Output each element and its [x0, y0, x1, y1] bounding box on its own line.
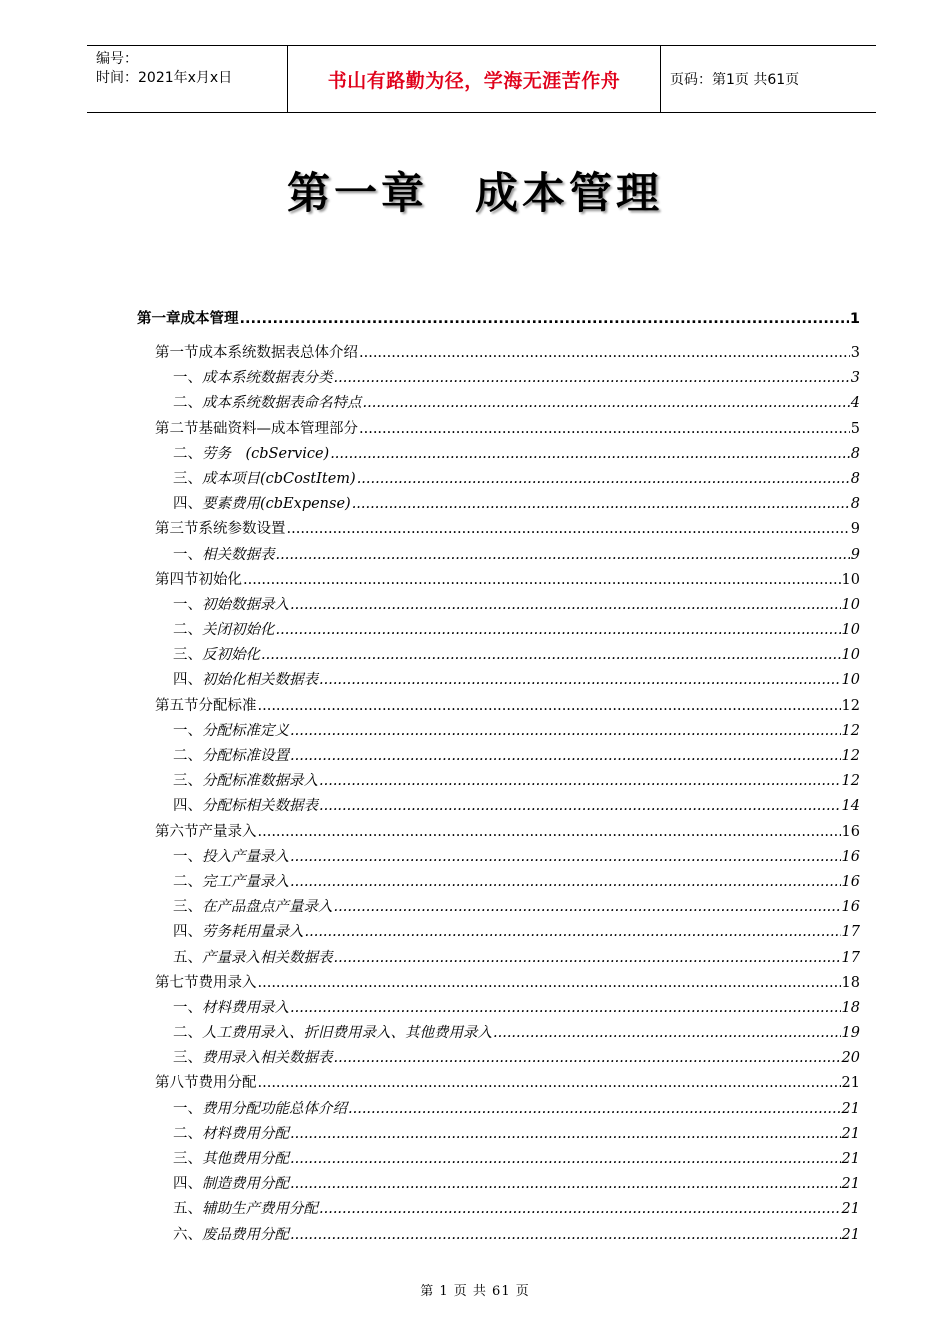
- toc-entry-page: 21: [841, 1151, 860, 1167]
- toc-entry-number: 四、: [173, 1176, 202, 1193]
- toc-entry-number: 五、: [173, 1201, 202, 1218]
- toc-entry[interactable]: [137, 694, 860, 719]
- toc-entry-number: 一、: [173, 999, 202, 1016]
- toc-entry-number: 三、: [173, 470, 202, 487]
- toc-entry-number: 二、: [173, 748, 202, 764]
- toc-entry-page: 5: [850, 420, 860, 437]
- toc-entry-label: 材料费用分配: [202, 1125, 289, 1142]
- toc-entry-page: 17: [841, 949, 860, 966]
- toc-entry[interactable]: [137, 1172, 860, 1197]
- toc-entry[interactable]: [137, 996, 860, 1021]
- toc-entry-label: 相关数据表: [202, 546, 275, 563]
- toc-entry-label: 费用分配: [198, 1075, 257, 1092]
- toc-entry-number: 二、: [173, 1025, 202, 1042]
- header-motto: 书山有路勤为径，学海无涯苦作舟: [288, 46, 661, 112]
- toc-entry-number: 第三节: [155, 521, 199, 538]
- toc-entry-page: 12: [841, 748, 860, 764]
- toc-leader-dots: [243, 568, 841, 593]
- toc-entry[interactable]: [137, 517, 860, 542]
- toc-entry-page: 21: [841, 1176, 860, 1193]
- toc-entry-label: 系统参数设置: [198, 521, 286, 538]
- toc-entry-number: 六、: [173, 1226, 202, 1243]
- toc-entry[interactable]: [137, 1197, 860, 1222]
- toc-leader-dots: [258, 820, 841, 845]
- toc-leader-dots: [319, 769, 841, 794]
- toc-leader-dots: [493, 1021, 841, 1046]
- toc-entry-number: 一、: [173, 722, 202, 739]
- toc-leader-dots: [258, 1071, 841, 1096]
- toc-entry-label: 完工产量录入: [202, 873, 289, 890]
- toc-entry-page: 16: [841, 823, 860, 840]
- toc-entry-label: 产量录入: [198, 823, 257, 840]
- toc-entry-number: 第七节: [155, 974, 199, 991]
- toc-leader-dots: [258, 971, 841, 996]
- toc-entry[interactable]: [137, 845, 860, 870]
- toc-leader-dots: [357, 467, 850, 492]
- toc-entry[interactable]: [137, 744, 860, 769]
- toc-leader-dots: [290, 593, 841, 618]
- toc-entry[interactable]: [137, 1147, 860, 1172]
- toc-leader-dots: [352, 492, 850, 517]
- toc-leader-dots: [276, 543, 850, 568]
- toc-entry-label: 初始化相关数据表: [202, 672, 318, 689]
- toc-entry-label: 产量录入相关数据表: [202, 949, 333, 966]
- toc-entry-label: 分配标相关数据表: [202, 798, 318, 815]
- toc-entry-page: 3: [850, 370, 860, 387]
- toc-entry-page: 16: [841, 848, 860, 865]
- chapter-title: 第一章 成本管理: [287, 169, 663, 219]
- toc-entry-number: 第一节: [155, 345, 199, 361]
- toc-entry-label: 分配标准: [198, 697, 257, 714]
- toc-entry-label: 成本系统数据表总体介绍: [198, 345, 358, 361]
- toc-leader-dots: [334, 946, 841, 971]
- toc-leader-dots: [290, 870, 841, 895]
- toc-entry-number: 四、: [173, 798, 202, 815]
- toc-entry-page: 10: [841, 571, 860, 588]
- toc-entry-page: 14: [841, 798, 860, 815]
- toc-entry-page: 9: [850, 521, 860, 538]
- header-meta-cell: [87, 46, 288, 112]
- toc-leader-dots: [319, 668, 841, 693]
- toc-entry-number: 二、: [173, 395, 202, 412]
- toc-entry-label: 成本项目(cbCostItem): [202, 470, 356, 487]
- toc-entry-number: 一、: [173, 1100, 202, 1117]
- toc-entry-label: 费用录入: [198, 974, 257, 991]
- toc-entry[interactable]: [137, 820, 860, 845]
- toc-entry[interactable]: [137, 366, 860, 391]
- toc-leader-dots: [359, 341, 850, 366]
- toc-leader-dots: [330, 442, 850, 467]
- toc-entry-page: 17: [841, 924, 860, 941]
- toc-leader-dots: [290, 1147, 841, 1172]
- toc-entry-number: 第四节: [155, 571, 199, 588]
- toc-entry[interactable]: [137, 719, 860, 744]
- toc-entry-number: 一、: [173, 370, 202, 387]
- toc-entry-page: 10: [841, 596, 860, 613]
- toc-entry-number: 三、: [173, 773, 202, 790]
- toc-entry-page: 18: [841, 999, 860, 1016]
- toc-entry[interactable]: [137, 417, 860, 442]
- toc-entry-label: 成本管理: [180, 311, 239, 327]
- toc-leader-dots: [359, 417, 850, 442]
- page-header: [87, 45, 876, 113]
- toc-leader-dots: [290, 744, 841, 769]
- toc-entry[interactable]: [137, 1071, 860, 1096]
- toc-entry[interactable]: [137, 307, 860, 334]
- toc-entry-page: 1: [849, 311, 860, 327]
- page-footer: 第 1 页 共 61 页: [420, 1284, 530, 1299]
- toc-entry-page: 12: [841, 722, 860, 739]
- toc-entry-label: 费用录入相关数据表: [202, 1050, 333, 1067]
- toc-leader-dots: [258, 694, 841, 719]
- toc-entry-label: 分配标准数据录入: [202, 773, 318, 790]
- toc-leader-dots: [290, 1122, 841, 1147]
- toc-leader-dots: [276, 618, 841, 643]
- toc-entry-label: 费用分配功能总体介绍: [202, 1100, 347, 1117]
- toc-leader-dots: [290, 996, 841, 1021]
- toc-entry-page: 18: [841, 974, 860, 991]
- toc-entry-number: 四、: [173, 924, 202, 941]
- toc-entry[interactable]: [137, 668, 860, 693]
- toc-entry-number: 第六节: [155, 823, 199, 840]
- toc-entry-page: 3: [850, 345, 860, 361]
- toc-entry-number: 第一章: [137, 311, 181, 327]
- toc-entry[interactable]: [137, 794, 860, 819]
- toc-entry[interactable]: [137, 1097, 860, 1122]
- toc-leader-dots: [290, 1223, 841, 1248]
- toc-entry-page: 4: [850, 395, 860, 412]
- toc-entry-label: 反初始化: [202, 647, 260, 664]
- toc-entry-label: 要素费用(cbExpense): [202, 496, 351, 513]
- toc-entry-label: 其他费用分配: [202, 1151, 289, 1167]
- toc-entry-number: 二、: [173, 1125, 202, 1142]
- toc-entry[interactable]: [137, 467, 860, 492]
- toc-entry-page: 21: [841, 1075, 860, 1092]
- toc-entry-number: 二、: [173, 622, 202, 639]
- toc-entry-number: 三、: [173, 647, 202, 664]
- document-number-label: 编号：: [96, 51, 138, 67]
- toc-entry-page: 19: [841, 1025, 860, 1042]
- toc-entry-page: 10: [841, 622, 860, 639]
- toc-entry-label: 分配标准定义: [202, 722, 289, 739]
- toc-entry-label: 成本系统数据表分类: [202, 370, 333, 387]
- toc-entry-number: 第八节: [155, 1075, 199, 1092]
- toc-entry[interactable]: [137, 391, 860, 416]
- toc-entry-page: 20: [841, 1050, 860, 1067]
- toc-leader-dots: [290, 719, 841, 744]
- toc-leader-dots: [290, 845, 841, 870]
- toc-leader-dots: [287, 517, 850, 542]
- toc-entry[interactable]: [137, 1122, 860, 1147]
- toc-leader-dots: [319, 794, 841, 819]
- toc-entry-page: 12: [841, 697, 860, 714]
- toc-entry-label: 投入产量录入: [202, 848, 289, 865]
- toc-entry[interactable]: [137, 971, 860, 996]
- toc-leader-dots: [334, 1046, 841, 1071]
- toc-entry-number: 三、: [173, 1050, 202, 1067]
- toc-entry-label: 初始化: [198, 571, 242, 588]
- toc-entry-label: 劳务耗用量录入: [202, 924, 304, 941]
- toc-leader-dots: [334, 895, 841, 920]
- toc-entry-label: 成本系统数据表命名特点: [202, 395, 362, 412]
- toc-entry-number: 一、: [173, 546, 202, 563]
- toc-leader-dots: [261, 643, 841, 668]
- toc-entry-number: 一、: [173, 596, 202, 613]
- toc-leader-dots: [348, 1097, 841, 1122]
- toc-entry-number: 四、: [173, 672, 202, 689]
- document-time-label: 时间：2021年x月x日: [96, 70, 233, 86]
- toc-entry[interactable]: [137, 769, 860, 794]
- toc-entry-number: 第二节: [155, 420, 199, 437]
- toc-entry[interactable]: [137, 920, 860, 945]
- toc-entry-number: 五、: [173, 949, 202, 966]
- toc-entry-page: 10: [841, 647, 860, 664]
- toc-entry-page: 21: [841, 1226, 860, 1243]
- toc-entry-label: 劳务 (cbService): [202, 445, 330, 462]
- toc-entry-number: 二、: [173, 445, 202, 462]
- header-page-info: 页码：第1页 共61页: [670, 72, 800, 88]
- toc-entry-label: 材料费用录入: [202, 999, 289, 1016]
- toc-entry-number: 二、: [173, 873, 202, 890]
- toc-leader-dots: [240, 307, 849, 332]
- toc-entry[interactable]: [137, 1021, 860, 1046]
- toc-leader-dots: [305, 920, 841, 945]
- toc-entry-label: 关闭初始化: [202, 622, 275, 639]
- toc-entry[interactable]: [137, 341, 860, 366]
- toc-entry-label: 基础资料—成本管理部分: [198, 420, 358, 437]
- toc-entry-page: 8: [850, 445, 860, 462]
- toc-leader-dots: [334, 366, 850, 391]
- toc-entry-page: 12: [841, 773, 860, 790]
- toc-entry-label: 在产品盘点产量录入: [202, 899, 333, 916]
- toc-entry[interactable]: [137, 618, 860, 643]
- toc-entry-label: 初始数据录入: [202, 596, 289, 613]
- toc-entry-label: 人工费用录入、折旧费用录入、其他费用录入: [202, 1025, 492, 1042]
- toc-entry-label: 制造费用分配: [202, 1176, 289, 1193]
- toc-entry-number: 三、: [173, 899, 202, 916]
- toc-entry[interactable]: [137, 1046, 860, 1071]
- toc-entry-page: 16: [841, 899, 860, 916]
- toc-entry-number: 三、: [173, 1151, 202, 1167]
- toc-entry[interactable]: [137, 593, 860, 618]
- toc-entry-label: 废品费用分配: [202, 1226, 289, 1243]
- toc-entry[interactable]: [137, 442, 860, 467]
- toc-entry-label: 辅助生产费用分配: [202, 1201, 318, 1218]
- toc-entry-page: 8: [850, 470, 860, 487]
- toc-entry-number: 一、: [173, 848, 202, 865]
- toc-entry[interactable]: [137, 643, 860, 668]
- table-of-contents: [137, 307, 860, 1248]
- toc-entry-page: 21: [841, 1100, 860, 1117]
- toc-entry[interactable]: [137, 543, 860, 568]
- toc-entry-number: 四、: [173, 496, 202, 513]
- toc-entry-page: 8: [850, 496, 860, 513]
- toc-entry-label: 分配标准设置: [202, 748, 289, 764]
- toc-entry[interactable]: [137, 946, 860, 971]
- toc-leader-dots: [363, 391, 850, 416]
- toc-entry-page: 9: [850, 546, 860, 563]
- toc-entry-page: 10: [841, 672, 860, 689]
- toc-entry-number: 第五节: [155, 697, 199, 714]
- toc-entry[interactable]: [137, 492, 860, 517]
- toc-entry-page: 21: [841, 1125, 860, 1142]
- toc-leader-dots: [290, 1172, 841, 1197]
- toc-entry[interactable]: [137, 1223, 860, 1248]
- toc-entry[interactable]: [137, 870, 860, 895]
- toc-leader-dots: [319, 1197, 841, 1222]
- toc-entry-page: 21: [841, 1201, 860, 1218]
- toc-entry-page: 16: [841, 873, 860, 890]
- toc-entry[interactable]: [137, 568, 860, 593]
- toc-entry[interactable]: [137, 895, 860, 920]
